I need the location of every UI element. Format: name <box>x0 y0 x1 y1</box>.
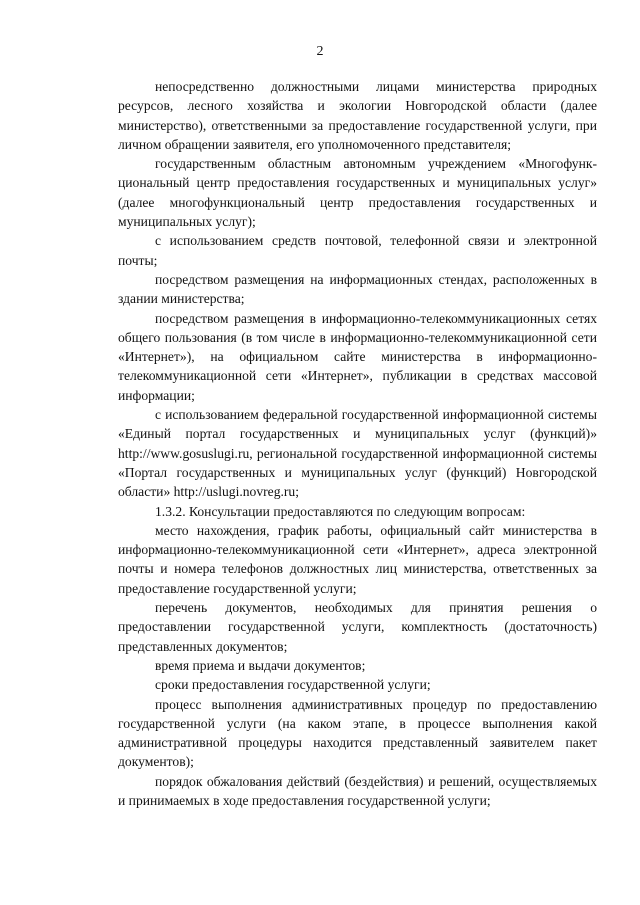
paragraph-service-terms: сроки предоставления государственной услуги; <box>155 677 431 693</box>
page-number: 2 <box>316 44 324 59</box>
paragraph-location-schedule: место нахождения, график работы, официальный сайт министерства в информационно-телекоммуникационной сети «Интернет», адреса электронной почты и номера телефонов должностных лиц министерства, ответственных за предоставление государственной услуги; <box>118 522 597 596</box>
paragraph-federal-portal: с использованием федеральной государственной информационной системы «Единый портал государственных и муниципальных услуг (функций)» http://www.gosuslugi.ru, региональной государственной информационной системы «Портал государственных и муниципальных услуг (функций) Новгородской области» http://uslugi.novreg.ru; <box>118 407 597 500</box>
paragraph-documents-list: перечень документов, необходимых для принятия решения о предоставлении государственной услуги, комплектность (достаточность) представленных документов; <box>118 600 597 654</box>
document-body <box>118 77 597 810</box>
paragraph-appeal-procedure: порядок обжалования действий (бездействия) и решений, осуществляемых и принимаемых в ходе предоставления государственной услуги; <box>118 773 597 808</box>
paragraph-procedure-status: процесс выполнения административных процедур по предоставлению государственной услуги (на каком этапе, в процессе выполнения какой административной процедуры находится представленный заявителем пакет документов); <box>118 696 597 770</box>
paragraph-direct-officials: непосредственно должностными лицами министерства природных ресурсов, лесного хозяйства и экологии Новгородской области (далее министерство), ответственными за предоставление государственной услуги, при личном обращении заявителя, его уполномоченного представителя; <box>118 79 597 152</box>
paragraph-postal-phone-email: с использованием средств почтовой, телефонной связи и электронной почты; <box>118 233 597 268</box>
paragraph-mfc: государственным областным автономным учреждением «Многофунк-циональный центр предоставления государственных и муниципальных услуг» (далее многофункциональный центр предоставления государственных и муниципальных услуг); <box>118 156 597 230</box>
paragraph-internet-site: посредством размещения в информационно-телекоммуникационных сетях общего пользования (в том числе в информационно-телекоммуникационной сети «Интернет»), на официальном сайте министерства в информационно-телекоммуникационной сети «Интернет», публикации в средствах массовой информации; <box>118 310 597 403</box>
paragraph-consultation-topics: 1.3.2. Консультации предоставляются по следующим вопросам: <box>155 503 526 519</box>
paragraph-info-stands: посредством размещения на информационных стендах, расположенных в здании министерства; <box>118 271 597 307</box>
paragraph-reception-time: время приема и выдачи документов; <box>155 657 366 673</box>
